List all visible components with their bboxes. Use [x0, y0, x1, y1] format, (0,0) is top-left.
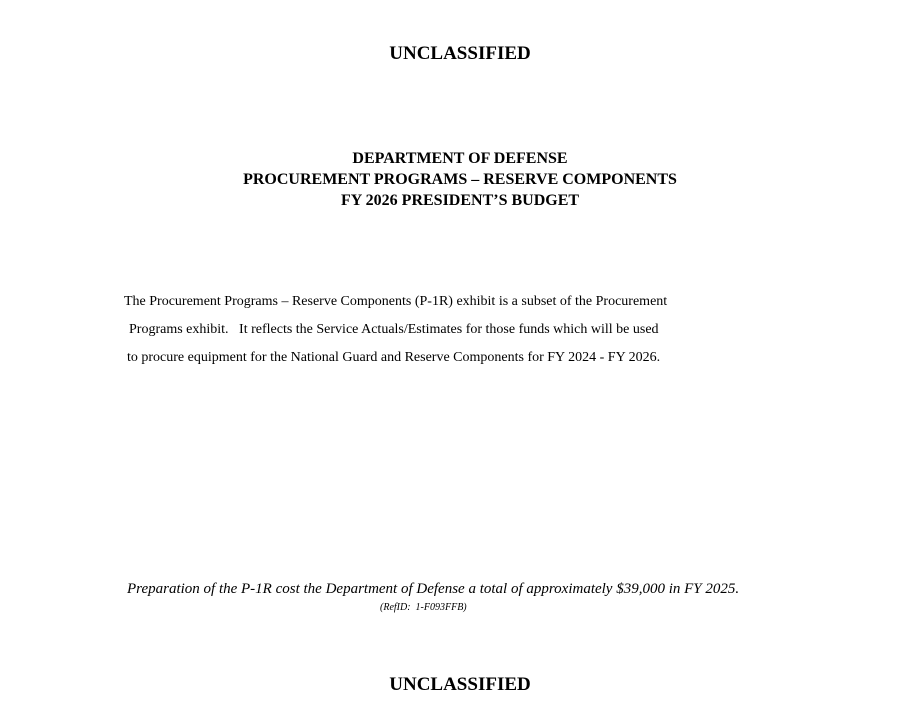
ref-id: (RefID: 1-F093FFB) [380, 602, 467, 613]
title-line-3: FY 2026 PRESIDENT’S BUDGET [340, 192, 580, 209]
description-line-3: to procure equipment for the National Guard and Reserve Components for FY 2024 - FY 2026. [127, 350, 661, 365]
cost-statement: Preparation of the P-1R cost the Department of Defense a total of approximately $39,000 in FY 2025. [127, 581, 740, 597]
classification-banner-top: UNCLASSIFIED [389, 43, 531, 64]
description-line-1: The Procurement Programs – Reserve Components (P-1R) exhibit is a subset of the Procurement [124, 294, 668, 309]
title-line-1: DEPARTMENT OF DEFENSE [352, 150, 568, 167]
title-line-2: PROCUREMENT PROGRAMS – RESERVE COMPONENTS [243, 171, 677, 188]
classification-banner-bottom: UNCLASSIFIED [389, 674, 531, 695]
description-line-2: Programs exhibit. It reflects the Service Actuals/Estimates for those funds which will be used [129, 322, 659, 337]
